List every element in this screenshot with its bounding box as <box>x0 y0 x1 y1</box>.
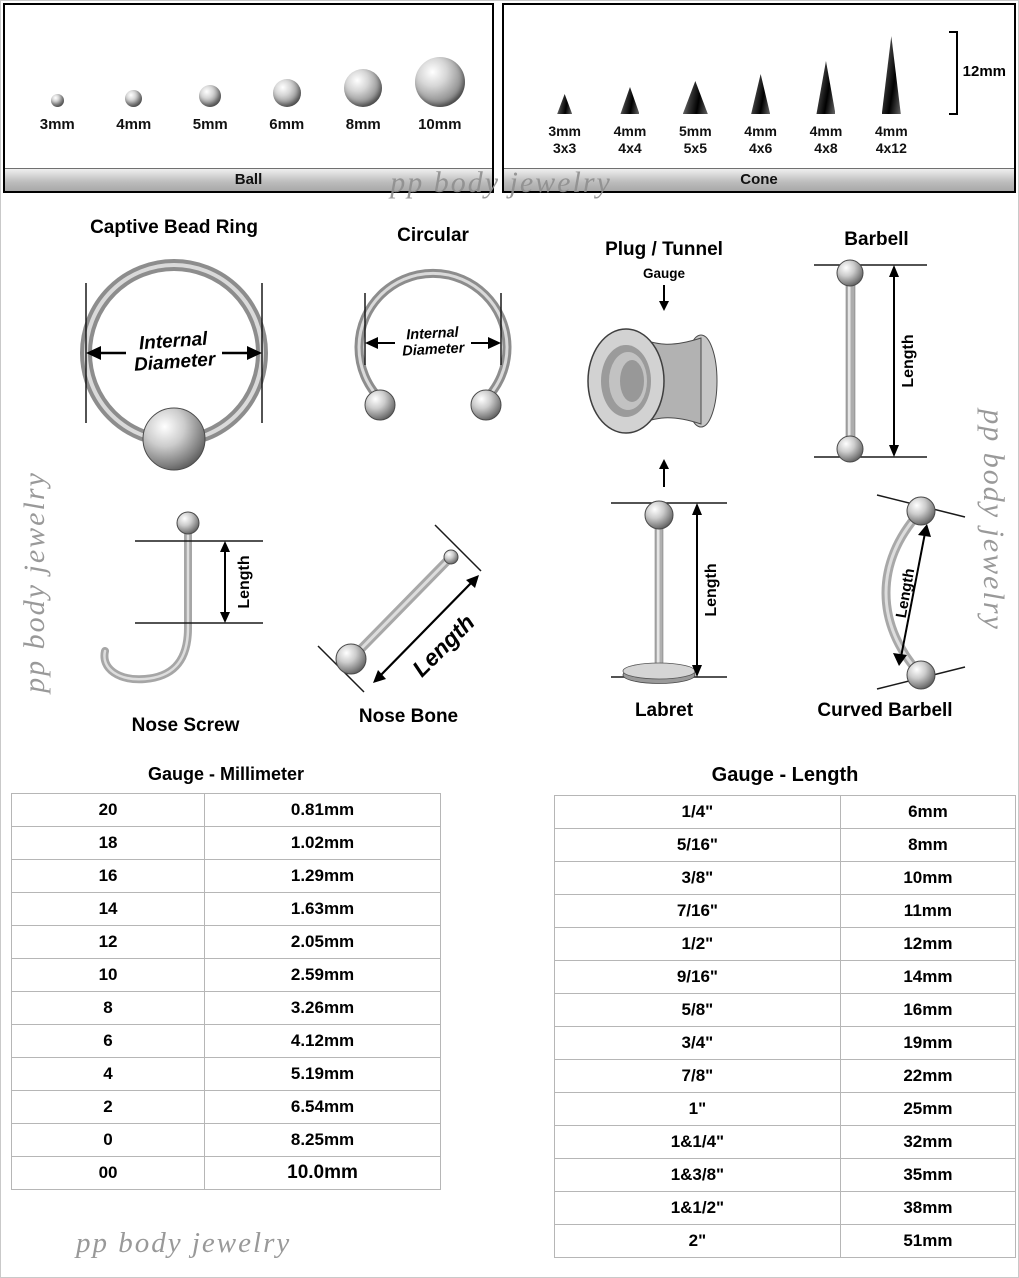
ball-size-item <box>172 85 249 133</box>
table-row <box>12 959 441 992</box>
ball-size-label: 5mm <box>192 116 228 133</box>
table-row <box>555 1093 1016 1126</box>
annotation-text: Length <box>900 334 917 388</box>
mm-cell: 19mm <box>840 1027 1015 1060</box>
inch-cell: 1&1/4" <box>555 1126 841 1159</box>
inch-cell: 1&3/8" <box>555 1159 841 1192</box>
cone-sizes-row <box>532 15 924 157</box>
screw-shaft <box>104 533 188 679</box>
captive-bead-ring-diagram <box>29 217 319 486</box>
table-row <box>555 1027 1016 1060</box>
table-row <box>555 1060 1016 1093</box>
table-row <box>12 992 441 1025</box>
mm-cell: 6mm <box>840 796 1015 829</box>
cone-size-label: 5mm 5x5 <box>678 123 712 156</box>
table-row <box>555 1126 1016 1159</box>
circular-illustration <box>333 249 533 464</box>
plug-tunnel-illustration <box>569 263 759 491</box>
ball-size-item <box>402 57 479 133</box>
mm-cell: 22mm <box>840 1060 1015 1093</box>
table-row <box>555 994 1016 1027</box>
gauge-millimeter-title: Gauge - Millimeter <box>147 764 305 784</box>
table-row <box>555 961 1016 994</box>
table-row <box>555 1225 1016 1258</box>
ball-size-label: 4mm <box>116 116 152 133</box>
ball-size-item <box>249 79 326 133</box>
table-row <box>12 1091 441 1124</box>
cone-size-item <box>859 36 924 157</box>
gauge-millimeter-table <box>11 764 441 1190</box>
table-row <box>12 1157 441 1190</box>
mm-cell: 12mm <box>840 928 1015 961</box>
ball-icon <box>344 69 382 107</box>
annotation-text: Length <box>236 555 253 609</box>
gauge-cell: 8 <box>12 992 205 1025</box>
inch-cell: 7/16" <box>555 895 841 928</box>
ball-panel-title: Ball <box>5 168 492 191</box>
annotation-text: Internal <box>405 324 459 344</box>
cone-icon <box>816 61 835 114</box>
gauge-length-table <box>554 764 1016 1258</box>
gauge-length-grid <box>554 795 1016 1258</box>
gauge-cell: 0 <box>12 1124 205 1157</box>
inch-cell: 9/16" <box>555 961 841 994</box>
diagram-title: Labret <box>634 700 694 721</box>
table-row <box>555 862 1016 895</box>
diagram-title: Circular <box>397 225 469 246</box>
ball-end <box>837 436 863 462</box>
gauge-cell: 10 <box>12 959 205 992</box>
ball-size-item <box>325 69 402 133</box>
cone-icon <box>751 74 770 114</box>
ball-end <box>645 501 673 529</box>
cone-size-label: 4mm 4x4 <box>613 123 647 156</box>
arrow-down-icon <box>659 301 669 311</box>
mm-cell: 25mm <box>840 1093 1015 1126</box>
ball-end <box>177 512 199 534</box>
cone-height-bracket <box>949 31 958 115</box>
ball-icon <box>199 85 221 107</box>
nose-screw-illustration <box>73 493 298 708</box>
gauge-millimeter-grid <box>11 793 441 1190</box>
mm-cell: 8mm <box>840 829 1015 862</box>
table-row <box>12 1124 441 1157</box>
plug-tunnel-diagram <box>569 239 759 496</box>
mm-cell: 1.63mm <box>205 893 441 926</box>
inch-cell: 3/4" <box>555 1027 841 1060</box>
inch-cell: 1" <box>555 1093 841 1126</box>
cone-size-panel <box>502 3 1016 193</box>
nose-screw-diagram <box>73 493 298 737</box>
bead-shape <box>143 408 205 470</box>
watermark-right: pp body jewelry <box>977 409 1010 631</box>
barbell-illustration <box>789 253 964 473</box>
internal-diameter-annotation <box>86 328 262 376</box>
cone-size-item <box>663 81 728 157</box>
annotation-text: Diameter <box>401 340 465 360</box>
labret-illustration <box>569 491 759 693</box>
table-row <box>555 1192 1016 1225</box>
diagram-title: Curved Barbell <box>817 700 953 721</box>
cone-size-item <box>532 94 597 157</box>
ball-end <box>907 497 935 525</box>
cone-size-item <box>793 61 858 157</box>
mm-cell: 10mm <box>840 862 1015 895</box>
nose-bone-diagram <box>301 509 516 728</box>
inch-cell: 5/16" <box>555 829 841 862</box>
mm-cell: 51mm <box>840 1225 1015 1258</box>
ball-icon <box>273 79 301 107</box>
watermark-left: pp body jewelry <box>18 471 51 693</box>
mm-cell: 1.02mm <box>205 827 441 860</box>
gauge-annotation: Gauge <box>642 266 686 281</box>
cone-size-label: 4mm 4x12 <box>874 123 908 156</box>
annotation-text: Internal <box>138 328 209 355</box>
table-row <box>12 1058 441 1091</box>
table-row <box>12 1025 441 1058</box>
diagram-title: Barbell <box>844 229 909 250</box>
captive-bead-ring-illustration <box>29 241 319 481</box>
table-row <box>555 928 1016 961</box>
annotation-text: Length <box>703 563 720 617</box>
cone-icon <box>620 87 639 114</box>
diagram-title: Plug / Tunnel <box>605 239 723 260</box>
inch-cell: 7/8" <box>555 1060 841 1093</box>
table-row <box>555 895 1016 928</box>
annotation-text: Length <box>407 609 480 682</box>
curved-barbell-illustration <box>779 491 991 693</box>
gauge-cell: 2 <box>12 1091 205 1124</box>
watermark-bottom: pp body jewelry <box>76 1227 292 1259</box>
barbell-diagram <box>789 229 964 478</box>
mm-cell: 32mm <box>840 1126 1015 1159</box>
mm-cell: 6.54mm <box>205 1091 441 1124</box>
cone-icon <box>882 36 901 114</box>
mm-cell: 2.59mm <box>205 959 441 992</box>
table-row <box>555 796 1016 829</box>
ball-end <box>336 644 366 674</box>
mm-cell: 5.19mm <box>205 1058 441 1091</box>
inch-cell: 5/8" <box>555 994 841 1027</box>
ball-size-panel <box>3 3 494 193</box>
ball-size-label: 6mm <box>269 116 305 133</box>
length-annotation <box>692 503 720 677</box>
diagram-title: Captive Bead Ring <box>90 217 258 238</box>
cone-size-item <box>597 87 662 157</box>
ball-size-label: 8mm <box>345 116 381 133</box>
inch-cell: 1/4" <box>555 796 841 829</box>
mm-cell: 11mm <box>840 895 1015 928</box>
cone-icon <box>557 94 572 114</box>
mm-cell: 16mm <box>840 994 1015 1027</box>
ball-end <box>365 390 395 420</box>
arrow-up-icon <box>659 459 669 469</box>
ball-end <box>471 390 501 420</box>
ball-size-label: 10mm <box>418 116 462 133</box>
mm-cell: 3.26mm <box>205 992 441 1025</box>
labret-diagram <box>569 491 759 722</box>
inch-cell: 1&1/2" <box>555 1192 841 1225</box>
cone-icon <box>683 81 708 114</box>
inch-cell: 3/8" <box>555 862 841 895</box>
mm-cell: 10.0mm <box>205 1157 441 1190</box>
mm-cell: 4.12mm <box>205 1025 441 1058</box>
mm-cell: 2.05mm <box>205 926 441 959</box>
curved-barbell-diagram <box>779 491 991 722</box>
annotation-text: Diameter <box>133 349 216 376</box>
cone-size-item <box>728 74 793 157</box>
nose-bone-illustration <box>301 509 516 699</box>
gauge-cell: 6 <box>12 1025 205 1058</box>
diagram-title: Nose Screw <box>131 715 240 736</box>
ball-sizes-row <box>19 15 478 133</box>
table-row <box>12 926 441 959</box>
table-row <box>12 827 441 860</box>
ball-size-item <box>19 94 96 133</box>
gauge-cell: 20 <box>12 794 205 827</box>
table-row <box>555 1159 1016 1192</box>
cone-size-label: 3mm 3x3 <box>548 123 581 156</box>
ball-end <box>837 260 863 286</box>
gauge-length-title: Gauge - Length <box>711 764 859 786</box>
cone-height-label: 12mm <box>962 63 1006 80</box>
inch-cell: 1/2" <box>555 928 841 961</box>
mm-cell: 0.81mm <box>205 794 441 827</box>
cone-panel-title: Cone <box>504 168 1014 191</box>
ball-size-item <box>96 90 173 133</box>
gauge-cell: 00 <box>12 1157 205 1190</box>
internal-diameter-annotation <box>365 324 501 359</box>
mm-cell: 38mm <box>840 1192 1015 1225</box>
gauge-cell: 4 <box>12 1058 205 1091</box>
annotation-text: Length <box>892 567 919 620</box>
gauge-cell: 14 <box>12 893 205 926</box>
ball-size-label: 3mm <box>39 116 75 133</box>
mm-cell: 14mm <box>840 961 1015 994</box>
watermark-top: pp body jewelry <box>390 166 612 199</box>
table-row <box>12 860 441 893</box>
mm-cell: 8.25mm <box>205 1124 441 1157</box>
gauge-cell: 16 <box>12 860 205 893</box>
cone-size-label: 4mm 4x6 <box>744 123 777 156</box>
length-annotation <box>220 541 253 623</box>
length-annotation <box>889 265 917 457</box>
ball-icon <box>51 94 64 107</box>
ball-end <box>907 661 935 689</box>
cone-size-label: 4mm 4x8 <box>809 123 843 156</box>
gauge-cell: 18 <box>12 827 205 860</box>
stud-end <box>444 550 458 564</box>
gauge-cell: 12 <box>12 926 205 959</box>
mm-cell: 35mm <box>840 1159 1015 1192</box>
circular-barbell-diagram <box>333 225 533 469</box>
table-row <box>12 794 441 827</box>
table-row <box>555 829 1016 862</box>
length-annotation <box>373 575 480 683</box>
ball-icon <box>125 90 142 107</box>
diagram-title: Nose Bone <box>358 706 459 727</box>
mm-cell: 1.29mm <box>205 860 441 893</box>
ball-icon <box>415 57 465 107</box>
inch-cell: 2" <box>555 1225 841 1258</box>
table-row <box>12 893 441 926</box>
